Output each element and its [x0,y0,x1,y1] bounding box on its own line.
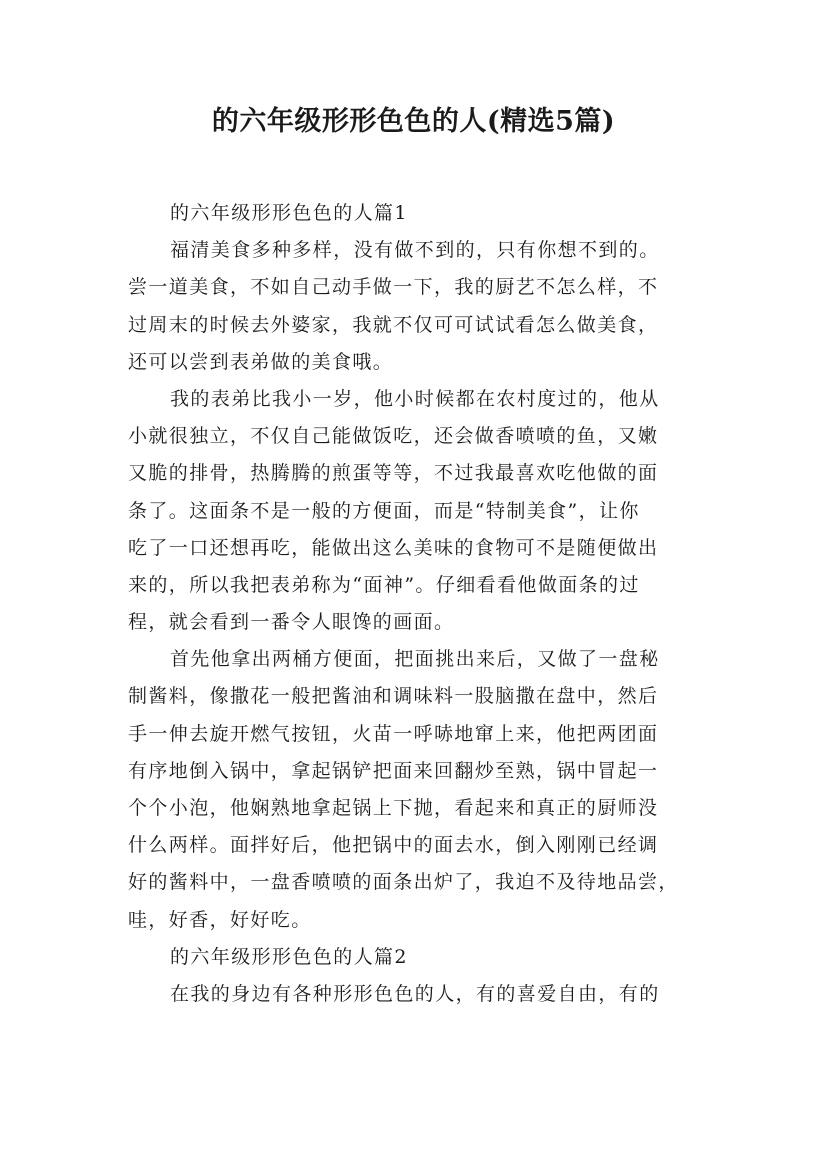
text-line: 又脆的排骨，热腾腾的煎蛋等等，不过我最喜欢吃他做的面 [128,462,659,485]
text-line: 来的，所以我把表弟称为“面神”。仔细看看他做面条的过 [128,573,640,596]
text-line: 手一伸去旋开燃气按钮，火苗一呼哧地窜上来，他把两团面 [128,722,659,745]
text-line: 条了。这面条不是一般的方便面，而是“特制美食”，让你 [128,499,640,522]
text-line: 的六年级形形色色的人篇2 [170,945,408,968]
text-line: 吃了一口还想再吃，能做出这么美味的食物可不是随便做出 [128,536,659,559]
text-line: 过周末的时候去外婆家，我就不仅可可试试看怎么做美食， [128,313,659,336]
text-line: 首先他拿出两桶方便面，把面挑出来后，又做了一盘秘 [170,648,660,671]
text-line: 的六年级形形色色的人篇1 [170,202,408,224]
text-line: 好的酱料中，一盘香喷喷的面条出炉了，我迫不及待地品尝， [128,871,679,894]
text-line: 我的表弟比我小一岁，他小时候都在农村度过的，他从 [170,387,660,410]
text-line: 个个小泡，他娴熟地拿起锅上下抛，看起来和真正的厨师没 [128,797,659,819]
text-line: 程，就会看到一番令人眼馋的画面。 [128,611,455,634]
text-line: 制酱料，像撒花一般把酱油和调味料一股脑撒在盘中，然后 [128,685,659,708]
text-line: 还可以尝到表弟做的美食哦。 [128,350,394,373]
document-body [128,195,708,1013]
text-line: 哇，好香，好好吃。 [128,908,312,931]
text-line: 有序地倒入锅中，拿起锅铲把面来回翻炒至熟，锅中冒起一 [128,759,659,782]
text-line: 什么两样。面拌好后，他把锅中的面去水，倒入刚刚已经调 [128,834,659,857]
text-line: 在我的身边有各种形形色色的人，有的喜爱自由，有的 [170,982,660,1005]
text-line: 小就很独立，不仅自己能做饭吃，还会做香喷喷的鱼，又嫩 [128,425,659,448]
page-title: 的六年级形形色色的人(精选5篇) [211,106,616,137]
text-line: 福清美食多种多样，没有做不到的，只有你想不到的。 [170,239,660,262]
text-line: 尝一道美食，不如自己动手做一下，我的厨艺不怎么样，不 [128,276,659,299]
